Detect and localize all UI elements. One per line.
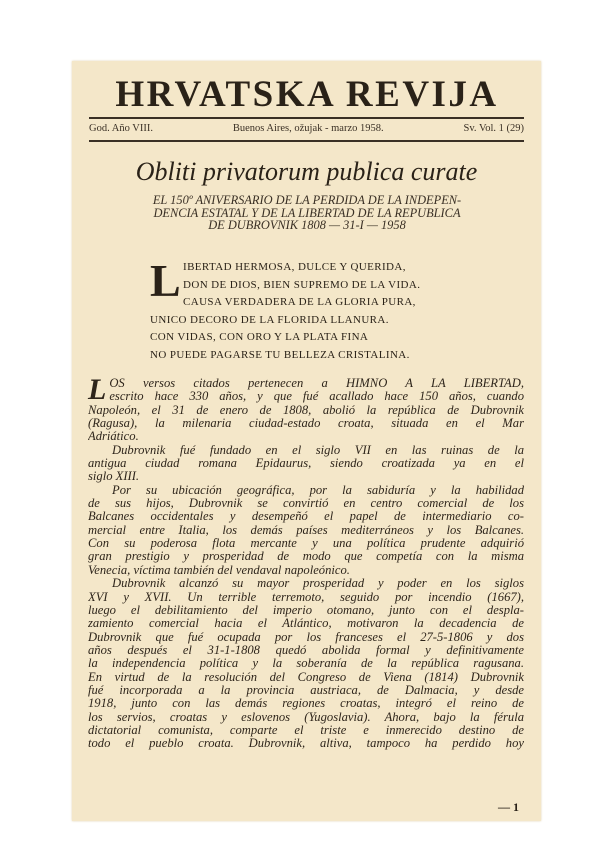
issue-volume: Sv. Vol. 1 (29) xyxy=(463,123,524,134)
masthead-title: HRVATSKA REVIJA xyxy=(115,74,499,115)
subtitle-line: EL 150º ANIVERSARIO DE LA PERDIDA DE LA INDEPEN- xyxy=(152,193,462,207)
article-subtitle xyxy=(102,194,512,232)
poem-line: NO PUEDE PAGARSE TU BELLEZA CRISTALINA. xyxy=(150,348,410,361)
body-line: antigua ciudad romana Epidaurus, siendo croatizada ya en el xyxy=(88,457,524,471)
poem-drop-cap: L xyxy=(150,255,182,306)
motto: Obliti privatorum publica curate xyxy=(135,157,478,186)
body-line: zamiento comercial hacia el Atlántico, motivaron la decadencia de xyxy=(88,617,524,631)
body-line: años después el 31-1-1808 quedó abolida formal y definitivamente xyxy=(88,643,524,657)
body-line: Con su poderosa flota mercante y una política prudente adquirió xyxy=(88,537,524,551)
issue-place-date: Buenos Aires, ožujak - marzo 1958. xyxy=(232,123,384,134)
body-line: gran prestigio y prosperidad de modo que competía con la misma xyxy=(88,550,524,564)
body-line: de sus hijos, Dubrovnik se convirtió en centro comercial de los xyxy=(88,497,524,511)
body-drop-cap: L xyxy=(88,373,107,406)
body-line: (Ragusa), la milenaria ciudad-estado croata, situada en el Mar xyxy=(88,417,524,431)
subtitle-line: DE DUBROVNIK 1808 — 31-I — 1958 xyxy=(208,218,406,232)
body-line: los servios, croatas y eslovenos (Yugoslavia). Ahora, bajo la férula xyxy=(88,710,524,724)
page-number: — 1 xyxy=(498,800,519,814)
poem-line: CON VIDAS, CON ORO Y LA PLATA FINA xyxy=(150,331,369,344)
subtitle-line: DENCIA ESTATAL Y DE LA LIBERTAD DE LA REPUBLICA xyxy=(153,205,461,220)
issue-meta xyxy=(89,123,524,134)
body-line: Adriático. xyxy=(88,430,139,444)
body-line: la independencia política y la soberanía de la república ragusana. xyxy=(88,657,524,671)
body-line: todo el pueblo croata. Dubrovnik, altiva, tampoco ha perdido hoy xyxy=(88,737,524,751)
poem-line: IBERTAD HERMOSA, DULCE Y QUERIDA, xyxy=(183,261,406,273)
body-line: luego el debilitamiento del imperio otomano, junto con el despla- xyxy=(88,603,524,617)
issue-year: God. Año VIII. xyxy=(89,123,153,134)
body-line: siglo XIII. xyxy=(88,470,140,484)
body-line: Venecia, víctima también del vendaval napoleónico. xyxy=(88,563,350,577)
rule-top xyxy=(89,117,524,119)
body-line: Dubrovnik alcanzó su mayor prosperidad y poder en los siglos xyxy=(112,577,524,591)
poem-line: UNICO DECORO DE LA FLORIDA LLANURA. xyxy=(150,313,389,326)
rule-bottom xyxy=(89,140,524,142)
body-line: Dubrovnik que fué ocupada por los franceses el 27-5-1806 y dos xyxy=(88,630,524,644)
body-line: 1918, junto con las demás regiones croatas, integró el reino de xyxy=(88,697,524,711)
body-line: dictatorial comunista, comparte el triste e inmerecido destino de xyxy=(88,723,524,737)
body-line: Balcanes occidentales y desempeñó el papel de intermediario co- xyxy=(88,510,524,524)
body-line: En virtud de la resolución del Congreso de Viena (1814) Dubrovnik xyxy=(88,670,524,684)
document-page xyxy=(72,61,541,821)
body-line: escrito hace 330 años, y que fué acallado hace 150 años, cuando xyxy=(109,390,524,404)
body-line: OS versos citados pertenecen a HIMNO A LA LIBERTAD, xyxy=(109,377,524,390)
poem-line: DON DE DIOS, BIEN SUPREMO DE LA VIDA. xyxy=(183,278,421,291)
body-line: XVI y XVII. Un terrible terremoto, seguido por incendio (1667), xyxy=(88,590,524,604)
body-line: Dubrovnik fué fundado en el siglo VII en las ruinas de la xyxy=(112,443,524,457)
body-line: Napoleón, el 31 de enero de 1808, abolió la república de Dubrovnik xyxy=(88,403,524,417)
poem xyxy=(150,255,480,365)
article-body xyxy=(88,373,524,751)
body-line: Por su ubicación geográfica, por la sabiduría y la habilidad xyxy=(112,483,524,497)
body-line: mercial entre Italia, los demás países mediterráneos y los Balcanes. xyxy=(88,523,524,537)
poem-line: CAUSA VERDADERA DE LA GLORIA PURA, xyxy=(183,296,416,309)
body-line: fué incorporada a la provincia austriaca, de Dalmacia, y desde xyxy=(88,683,524,697)
